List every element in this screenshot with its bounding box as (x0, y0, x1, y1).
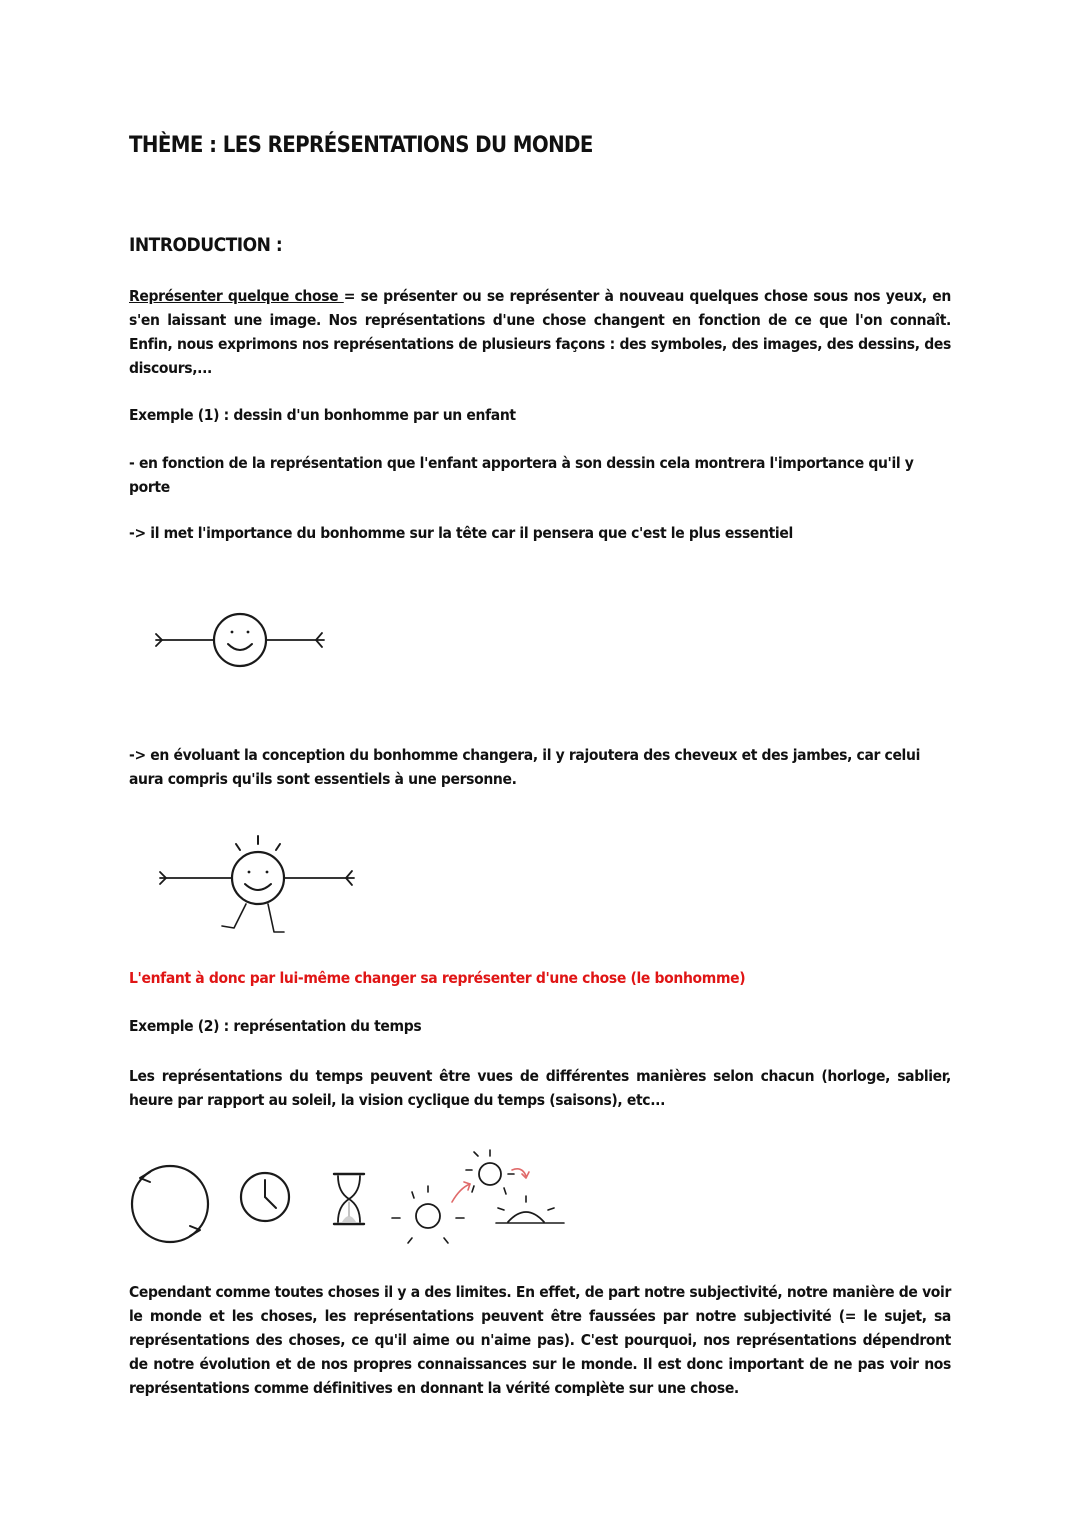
page-title: THÈME : LES REPRÉSENTATIONS DU MONDE (129, 133, 593, 158)
limits-paragraph: Cependant comme toutes choses il y a des limites. En effet, de part notre subjectivité, notre manière de voir le monde et les choses, les représentations peuvent être faussées par notre subjectivité (= le sujet, sa représentations des choses, ce qu'il aime ou n'aime pas). C'est pourquoi, nos représentations dépendront de notre évolution et de nos propres connaissances sur le monde. Il est donc important de ne pas voir nos représentations comme définitives en donnant la vérité complète sur une chose. (129, 1283, 951, 1397)
example1-conclusion: L'enfant à donc par lui-même changer sa représenter d'une chose (le bonhomme) (129, 969, 746, 987)
cycle-icon (128, 1158, 218, 1248)
stick-figure-simple-drawing (150, 608, 340, 678)
section-heading-introduction: INTRODUCTION : (129, 234, 283, 256)
example1-label: Exemple (1) : dessin d'un bonhomme par un enfant (129, 406, 516, 424)
hourglass-icon (330, 1170, 370, 1230)
example1-point2: -> il met l'importance du bonhomme sur la tête car il pensera que c'est le plus essentiel (129, 524, 793, 542)
definition-text: = se présenter ou se représenter à nouveau quelques chose sous nos yeux, en s'en laissant une image. Nos représentations d'une chose changent en fonction de ce que l'on connaît. Enfin, nous exprimons nos représentations de plusieurs façons : des symboles, des images, des dessins, des discours,... (129, 287, 951, 377)
example2-label: Exemple (2) : représentation du temps (129, 1017, 422, 1035)
example1-point3: -> en évoluant la conception du bonhomme changera, il y rajoutera des cheveux et des jambes, car celui aura compris qu'ils sont essentiels à une personne. (129, 746, 920, 788)
example1-point1: - en fonction de la représentation que l'enfant apportera à son dessin cela montrera l'importance qu'il y porte (129, 454, 914, 496)
example2-text: Les représentations du temps peuvent être vues de différentes manières selon chacun (horloge, sablier, heure par rapport au soleil, la vision cyclique du temps (saisons), etc... (129, 1067, 951, 1109)
sun-course-icon (388, 1146, 568, 1246)
clock-icon (238, 1170, 298, 1230)
definition-term: Représenter quelque chose (129, 287, 344, 305)
definition-paragraph (129, 284, 951, 380)
stick-figure-evolved-drawing (150, 832, 370, 942)
